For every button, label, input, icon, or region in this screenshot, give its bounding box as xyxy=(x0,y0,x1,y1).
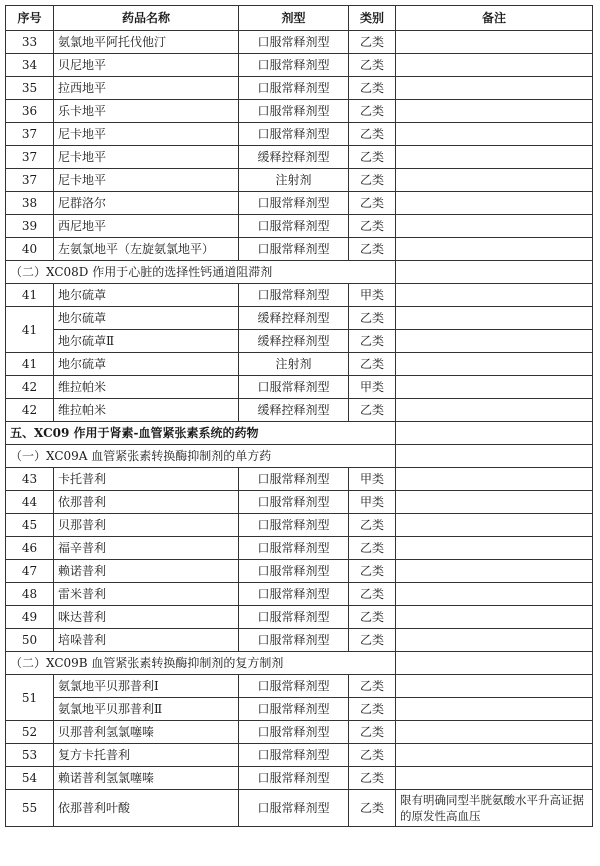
row-note xyxy=(396,445,593,468)
row-form: 口服常释剂型 xyxy=(239,767,349,790)
row-form: 口服常释剂型 xyxy=(239,583,349,606)
row-name: 地尔硫䓬 xyxy=(54,353,239,376)
row-name: 维拉帕米 xyxy=(54,399,239,422)
row-form: 缓释控释剂型 xyxy=(239,399,349,422)
row-category: 甲类 xyxy=(349,491,396,514)
row-form: 口服常释剂型 xyxy=(239,790,349,827)
row-category: 乙类 xyxy=(349,537,396,560)
row-note xyxy=(396,192,593,215)
row-category: 乙类 xyxy=(349,560,396,583)
row-category: 乙类 xyxy=(349,698,396,721)
row-name: 赖诺普利氢氯噻嗪 xyxy=(54,767,239,790)
row-note xyxy=(396,100,593,123)
row-note xyxy=(396,399,593,422)
row-note xyxy=(396,330,593,353)
row-category: 甲类 xyxy=(349,468,396,491)
header-no: 序号 xyxy=(6,6,54,31)
row-no: 43 xyxy=(6,468,54,491)
row-category: 乙类 xyxy=(349,77,396,100)
row-no: 47 xyxy=(6,560,54,583)
table-row xyxy=(6,721,593,744)
table-row xyxy=(6,744,593,767)
table-row xyxy=(6,767,593,790)
row-no: 54 xyxy=(6,767,54,790)
row-note xyxy=(396,514,593,537)
row-no: 35 xyxy=(6,77,54,100)
row-name: 地尔硫䓬 xyxy=(54,307,239,330)
row-category: 甲类 xyxy=(349,284,396,307)
row-no: 53 xyxy=(6,744,54,767)
table-row xyxy=(6,169,593,192)
subsection-title: （二）XC09B 血管紧张素转换酶抑制剂的复方制剂 xyxy=(6,652,396,675)
row-no: 41 xyxy=(6,284,54,307)
row-note xyxy=(396,606,593,629)
row-note xyxy=(396,284,593,307)
table-row xyxy=(6,123,593,146)
subsection-title: （一）XC09A 血管紧张素转换酶抑制剂的单方药 xyxy=(6,445,396,468)
row-category: 乙类 xyxy=(349,790,396,827)
row-note xyxy=(396,583,593,606)
row-note xyxy=(396,169,593,192)
row-name: 维拉帕米 xyxy=(54,376,239,399)
row-form: 口服常释剂型 xyxy=(239,537,349,560)
section-row xyxy=(6,422,593,445)
row-no: 42 xyxy=(6,399,54,422)
row-form: 缓释控释剂型 xyxy=(239,330,349,353)
row-note xyxy=(396,54,593,77)
row-note xyxy=(396,560,593,583)
row-no: 40 xyxy=(6,238,54,261)
row-form: 口服常释剂型 xyxy=(239,238,349,261)
row-note xyxy=(396,675,593,698)
row-form: 口服常释剂型 xyxy=(239,54,349,77)
row-note xyxy=(396,721,593,744)
row-name: 咪达普利 xyxy=(54,606,239,629)
row-form: 口服常释剂型 xyxy=(239,468,349,491)
row-name: 地尔硫䓬Ⅱ xyxy=(54,330,239,353)
row-category: 乙类 xyxy=(349,721,396,744)
row-no: 34 xyxy=(6,54,54,77)
row-no: 37 xyxy=(6,146,54,169)
row-no: 33 xyxy=(6,31,54,54)
table-row xyxy=(6,284,593,307)
row-no: 48 xyxy=(6,583,54,606)
row-name: 尼卡地平 xyxy=(54,146,239,169)
row-note xyxy=(396,652,593,675)
table-row xyxy=(6,399,593,422)
row-form: 缓释控释剂型 xyxy=(239,146,349,169)
row-no: 37 xyxy=(6,123,54,146)
table-row xyxy=(6,629,593,652)
table-row xyxy=(6,146,593,169)
row-name: 依那普利 xyxy=(54,491,239,514)
row-note: 限有明确同型半胱氨酸水平升高证据的原发性高血压 xyxy=(396,790,593,827)
table-row xyxy=(6,606,593,629)
row-category: 乙类 xyxy=(349,675,396,698)
row-name: 雷米普利 xyxy=(54,583,239,606)
row-form: 口服常释剂型 xyxy=(239,491,349,514)
table-header xyxy=(6,6,593,31)
subsection-row xyxy=(6,445,593,468)
row-no: 46 xyxy=(6,537,54,560)
subsection-row xyxy=(6,652,593,675)
table-row xyxy=(6,31,593,54)
row-form: 口服常释剂型 xyxy=(239,123,349,146)
row-note xyxy=(396,376,593,399)
row-category: 乙类 xyxy=(349,744,396,767)
row-category: 乙类 xyxy=(349,123,396,146)
table-row xyxy=(6,353,593,376)
table-row xyxy=(6,192,593,215)
row-form: 口服常释剂型 xyxy=(239,376,349,399)
row-name: 西尼地平 xyxy=(54,215,239,238)
row-category: 乙类 xyxy=(349,307,396,330)
table-row xyxy=(6,514,593,537)
table-row xyxy=(6,330,593,353)
row-form: 口服常释剂型 xyxy=(239,284,349,307)
row-no: 52 xyxy=(6,721,54,744)
row-name: 贝那普利 xyxy=(54,514,239,537)
row-form: 口服常释剂型 xyxy=(239,721,349,744)
row-note xyxy=(396,261,593,284)
table-row xyxy=(6,215,593,238)
section-title: 五、XC09 作用于肾素-血管紧张素系统的药物 xyxy=(6,422,396,445)
row-note xyxy=(396,491,593,514)
table-row xyxy=(6,698,593,721)
row-category: 乙类 xyxy=(349,54,396,77)
header-name: 药品名称 xyxy=(54,6,239,31)
row-note xyxy=(396,767,593,790)
subsection-row xyxy=(6,261,593,284)
table-row xyxy=(6,675,593,698)
row-name: 卡托普利 xyxy=(54,468,239,491)
table-row xyxy=(6,583,593,606)
table-row xyxy=(6,537,593,560)
row-category: 乙类 xyxy=(349,192,396,215)
row-name: 地尔硫䓬 xyxy=(54,284,239,307)
table-row xyxy=(6,307,593,330)
row-form: 口服常释剂型 xyxy=(239,514,349,537)
table-row xyxy=(6,790,593,827)
row-name: 氨氯地平阿托伐他汀 xyxy=(54,31,239,54)
row-form: 口服常释剂型 xyxy=(239,77,349,100)
row-category: 乙类 xyxy=(349,767,396,790)
header-form: 剂型 xyxy=(239,6,349,31)
row-form: 口服常释剂型 xyxy=(239,215,349,238)
row-form: 口服常释剂型 xyxy=(239,629,349,652)
row-form: 注射剂 xyxy=(239,353,349,376)
row-category: 乙类 xyxy=(349,583,396,606)
row-no: 45 xyxy=(6,514,54,537)
row-category: 乙类 xyxy=(349,353,396,376)
row-no: 41 xyxy=(6,307,54,353)
row-name: 福辛普利 xyxy=(54,537,239,560)
row-category: 乙类 xyxy=(349,215,396,238)
row-category: 乙类 xyxy=(349,606,396,629)
row-no: 44 xyxy=(6,491,54,514)
row-no: 38 xyxy=(6,192,54,215)
table-row xyxy=(6,491,593,514)
row-name: 尼群洛尔 xyxy=(54,192,239,215)
row-category: 乙类 xyxy=(349,169,396,192)
row-category: 乙类 xyxy=(349,238,396,261)
row-note xyxy=(396,238,593,261)
row-category: 乙类 xyxy=(349,146,396,169)
row-note xyxy=(396,629,593,652)
row-name: 培哚普利 xyxy=(54,629,239,652)
table-row xyxy=(6,376,593,399)
row-name: 贝那普利氢氯噻嗪 xyxy=(54,721,239,744)
row-no: 41 xyxy=(6,353,54,376)
row-note xyxy=(396,146,593,169)
row-name: 左氨氯地平（左旋氨氯地平） xyxy=(54,238,239,261)
row-name: 氨氯地平贝那普利Ⅰ xyxy=(54,675,239,698)
row-no: 49 xyxy=(6,606,54,629)
row-no: 50 xyxy=(6,629,54,652)
row-name: 贝尼地平 xyxy=(54,54,239,77)
table-row xyxy=(6,77,593,100)
row-name: 赖诺普利 xyxy=(54,560,239,583)
row-note xyxy=(396,123,593,146)
row-category: 乙类 xyxy=(349,629,396,652)
row-category: 乙类 xyxy=(349,100,396,123)
table-row xyxy=(6,560,593,583)
row-no: 51 xyxy=(6,675,54,721)
header-note: 备注 xyxy=(396,6,593,31)
row-no: 55 xyxy=(6,790,54,827)
row-no: 37 xyxy=(6,169,54,192)
row-note xyxy=(396,77,593,100)
row-note xyxy=(396,307,593,330)
row-no: 36 xyxy=(6,100,54,123)
table-row xyxy=(6,238,593,261)
row-note xyxy=(396,537,593,560)
table-row xyxy=(6,100,593,123)
row-name: 尼卡地平 xyxy=(54,123,239,146)
row-form: 口服常释剂型 xyxy=(239,744,349,767)
row-note xyxy=(396,468,593,491)
row-category: 乙类 xyxy=(349,514,396,537)
row-no: 39 xyxy=(6,215,54,238)
row-form: 口服常释剂型 xyxy=(239,100,349,123)
row-name: 依那普利叶酸 xyxy=(54,790,239,827)
row-note xyxy=(396,215,593,238)
header-category: 类别 xyxy=(349,6,396,31)
row-note xyxy=(396,744,593,767)
row-name: 复方卡托普利 xyxy=(54,744,239,767)
drug-table xyxy=(5,5,593,827)
row-note xyxy=(396,698,593,721)
row-name: 乐卡地平 xyxy=(54,100,239,123)
row-category: 乙类 xyxy=(349,399,396,422)
row-name: 拉西地平 xyxy=(54,77,239,100)
row-form: 口服常释剂型 xyxy=(239,192,349,215)
row-form: 口服常释剂型 xyxy=(239,31,349,54)
row-no: 42 xyxy=(6,376,54,399)
row-category: 乙类 xyxy=(349,31,396,54)
row-category: 甲类 xyxy=(349,376,396,399)
table-row xyxy=(6,54,593,77)
subsection-title: （二）XC08D 作用于心脏的选择性钙通道阻滞剂 xyxy=(6,261,396,284)
row-form: 口服常释剂型 xyxy=(239,675,349,698)
row-note xyxy=(396,353,593,376)
row-note xyxy=(396,422,593,445)
row-category: 乙类 xyxy=(349,330,396,353)
row-name: 尼卡地平 xyxy=(54,169,239,192)
row-note xyxy=(396,31,593,54)
row-form: 缓释控释剂型 xyxy=(239,307,349,330)
table-row xyxy=(6,468,593,491)
row-form: 口服常释剂型 xyxy=(239,560,349,583)
row-form: 口服常释剂型 xyxy=(239,606,349,629)
row-form: 注射剂 xyxy=(239,169,349,192)
row-name: 氨氯地平贝那普利Ⅱ xyxy=(54,698,239,721)
row-form: 口服常释剂型 xyxy=(239,698,349,721)
